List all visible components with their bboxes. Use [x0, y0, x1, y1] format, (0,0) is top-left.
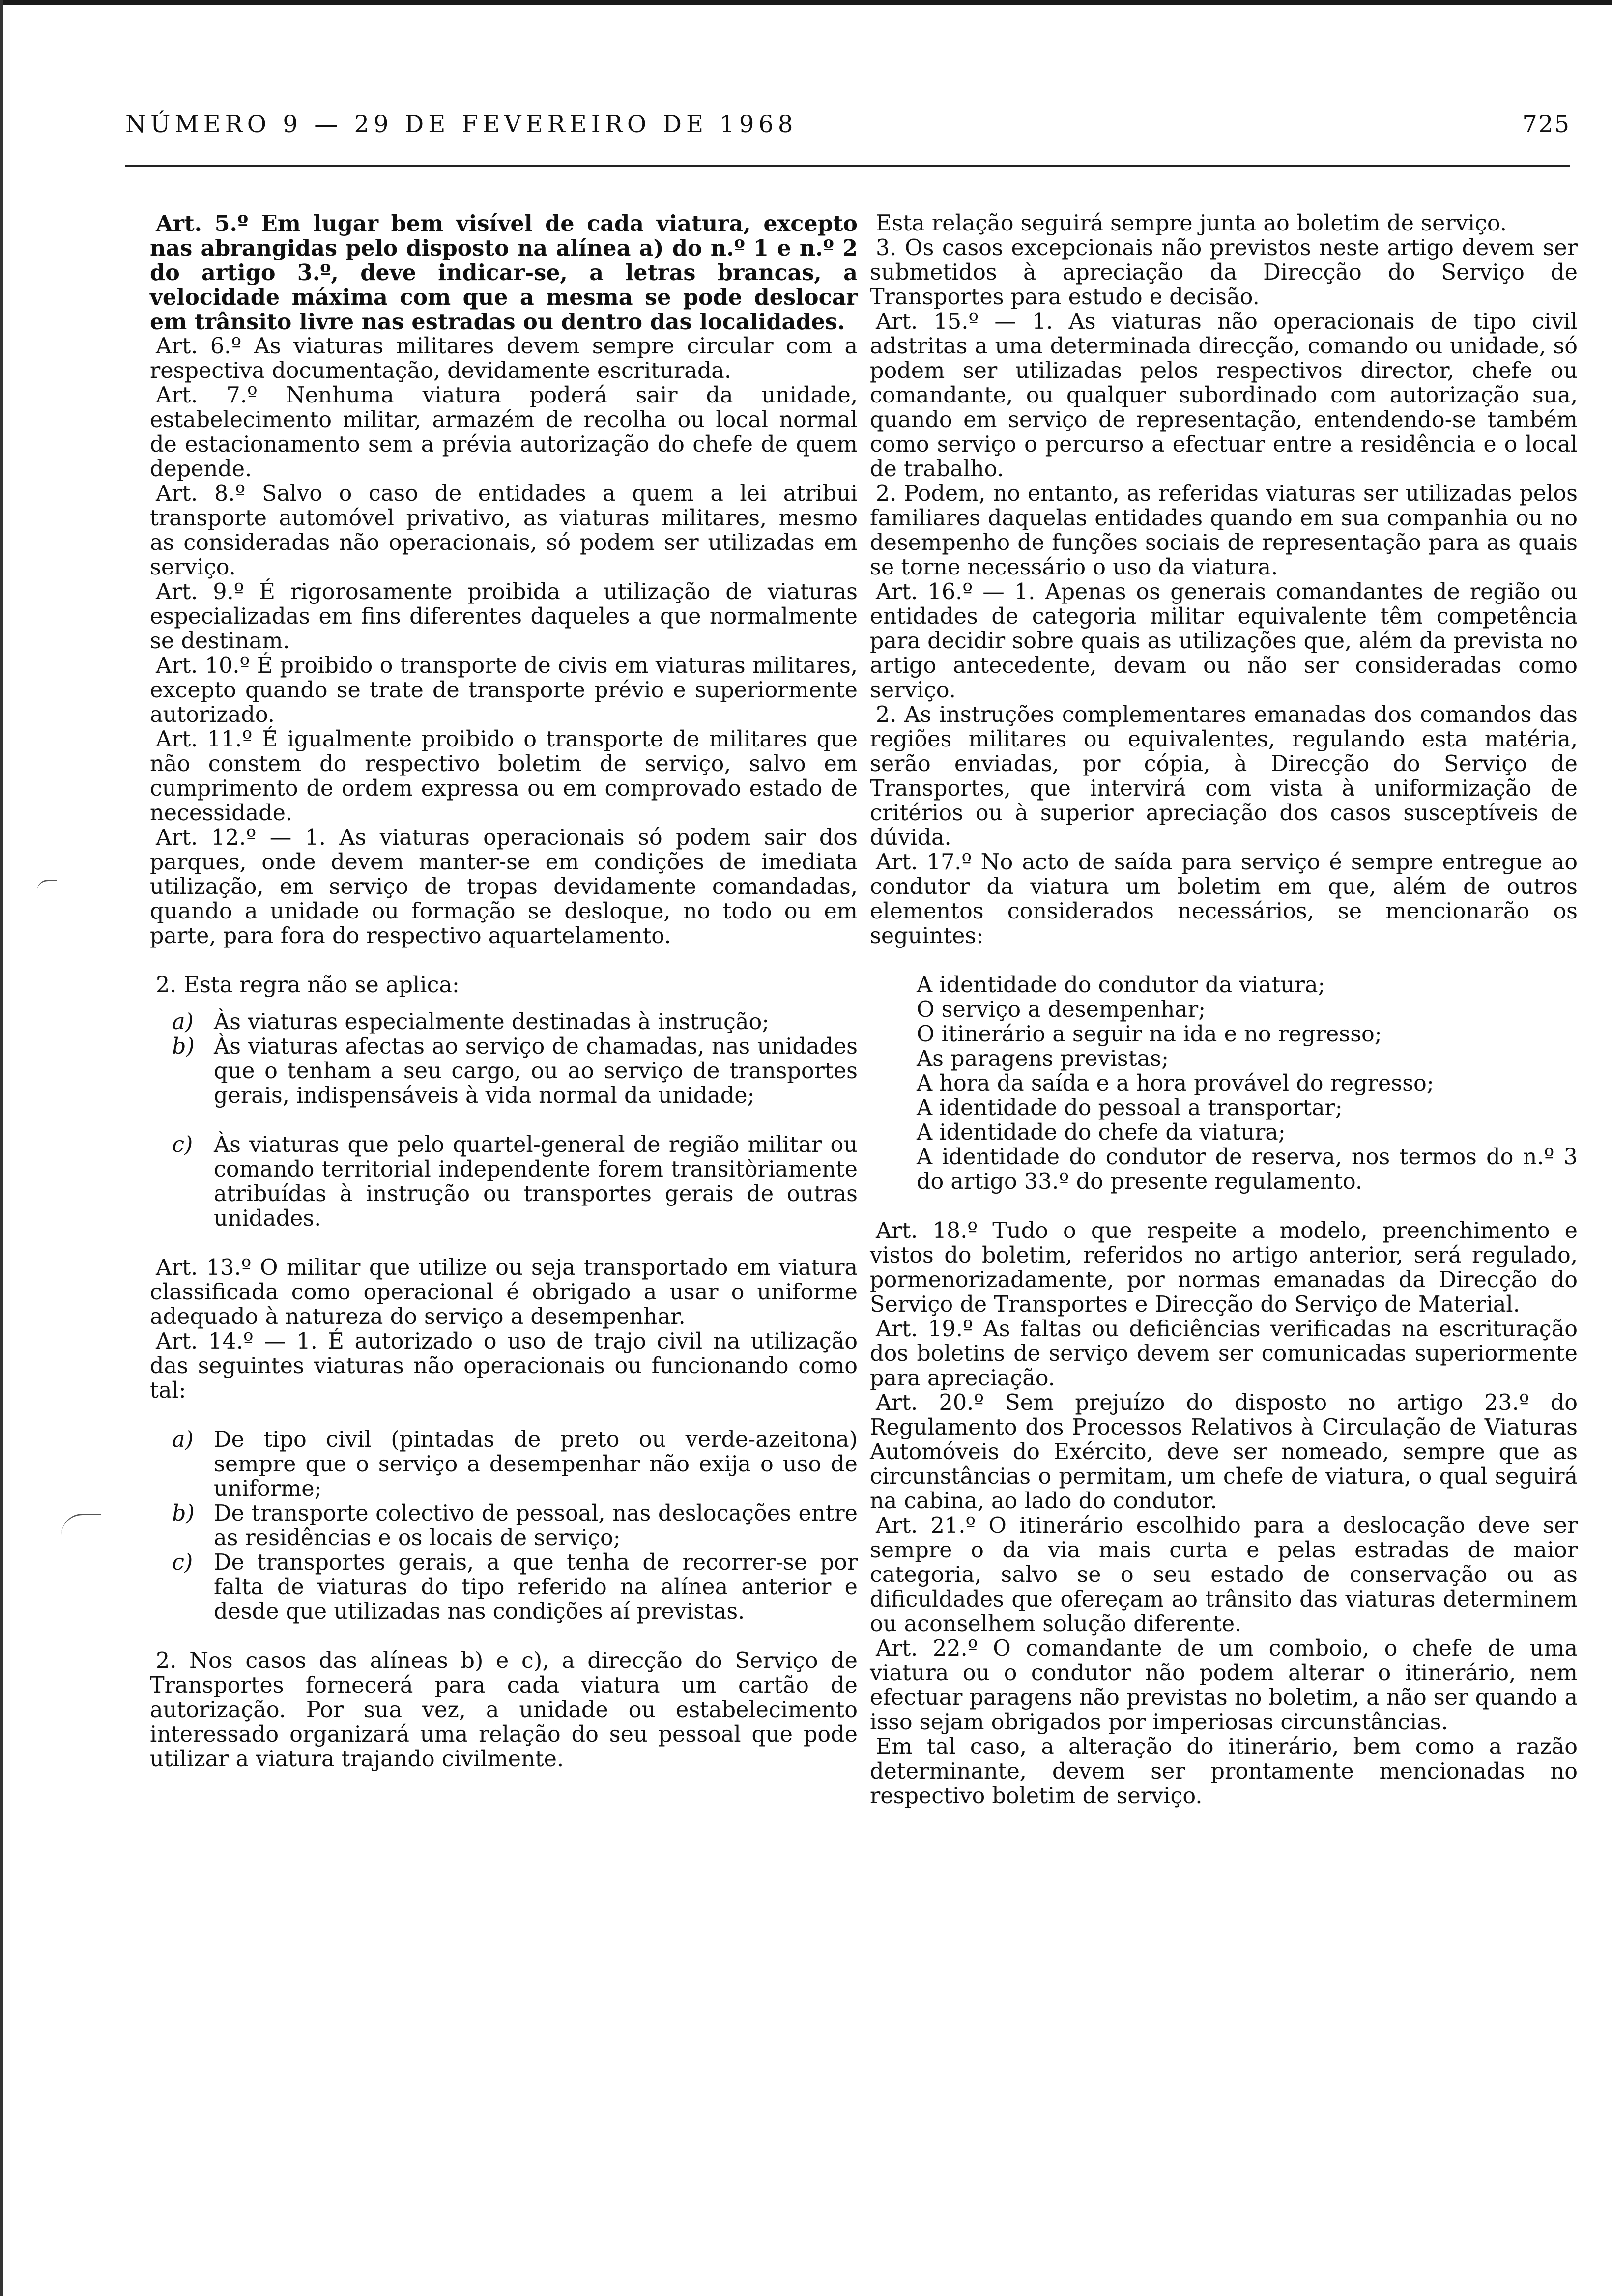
- list-item: A identidade do condutor de reserva, nos termos do n.º 3 do artigo 33.º do presente regulamento.: [917, 1145, 1578, 1194]
- article-17: Art. 17.º No acto de saída para serviço é sempre entregue ao condutor da viatura um boletim em que, além de outros elementos considerados necessários, se mencionarão os seguintes:: [870, 850, 1578, 948]
- page-number: 725: [1522, 111, 1570, 138]
- list-item: A hora da saída e a hora provável do regresso;: [917, 1071, 1434, 1096]
- article-11: Art. 11.º É igualmente proibido o transporte de militares que não constem do respectivo boletim de serviço, salvo em cumprimento de ordem expressa ou em comprovado estado de necessidade.: [150, 727, 858, 826]
- article-19: Art. 19.º As faltas ou deficiências verificadas na escrituração dos boletins de serviço devem ser comunicadas superiormente para apreciação.: [870, 1317, 1578, 1391]
- page-header: [125, 111, 1570, 150]
- article-7: Art. 7.º Nenhuma viatura poderá sair da unidade, estabelecimento militar, armazém de recolha ou local normal de estacionamento sem a prévia autorização do chefe de quem depende.: [150, 383, 858, 482]
- bulletin-items-list: [870, 973, 1578, 1194]
- article-15-paragraph-2: 2. Podem, no entanto, as referidas viaturas ser utilizadas pelos familiares daquelas entidades quando em sua companhia ou no desempenho de funções sociais de representação para as quais se torne necessário o uso da viatura.: [870, 481, 1578, 580]
- left-page-edge: [0, 0, 3, 2296]
- list-item: O itinerário a seguir na ida e no regresso;: [917, 1022, 1382, 1047]
- list-item-a-instruction: a) Às viaturas especialmente destinadas à instrução;: [172, 1009, 770, 1034]
- right-column: [870, 211, 1578, 1808]
- top-border-rule: [0, 0, 1612, 5]
- article-22-continuation: Em tal caso, a alteração do itinerário, bem como a razão determinante, devem ser prontamente mencionadas no respectivo boletim de serviço.: [870, 1734, 1578, 1808]
- list-item-c-regional: c) Às viaturas que pelo quartel-general de região militar ou comando territorial independente forem transitòriamente atribuídas à instrução ou transportes gerais de outras unidades.: [172, 1132, 858, 1231]
- relation-note: Esta relação seguirá sempre junta ao boletim de serviço.: [876, 211, 1507, 236]
- article-18: Art. 18.º Tudo o que respeite a modelo, preenchimento e vistos do boletim, referidos no artigo anterior, será regulado, pormenorizadamente, por normas emanadas da Direcção do Serviço de Transportes e Direcção do Serviço de Material.: [870, 1218, 1578, 1317]
- margin-mark: [37, 880, 57, 891]
- article-12: Art. 12.º — 1. As viaturas operacionais só podem sair dos parques, onde devem manter-se em condições de imediata utilização, em serviço de tropas devidamente comandadas, quando a unidade ou formação se desloque, no todo ou em parte, para fora do respectivo aquartelamento.: [150, 825, 858, 948]
- article-15: Art. 15.º — 1. As viaturas não operacionais de tipo civil adstritas a uma determinada direcção, comando ou unidade, só podem ser utilizadas pelos respectivos director, chefe ou comandante, ou qualquer subordinado com autorização sua, quando em serviço de representação, entendendo-se também como serviço o percurso a efectuar entre a residência e o local de trabalho.: [870, 309, 1578, 482]
- list-item: A identidade do chefe da viatura;: [917, 1120, 1286, 1145]
- article-9: Art. 9.º É rigorosamente proibida a utilização de viaturas especializadas em fins diferentes daqueles a que normalmente se destinam.: [150, 579, 858, 654]
- list-item: A identidade do pessoal a transportar;: [917, 1095, 1343, 1120]
- list-item: O serviço a desempenhar;: [917, 997, 1206, 1022]
- item-label: a): [172, 1009, 194, 1034]
- article-5: Art. 5.º Em lugar bem visível de cada viatura, excepto nas abrangidas pelo disposto na alínea a) do n.º 1 e n.º 2 do artigo 3.º, deve indicar-se, a letras brancas, a velocidade máxima com que a mesma se pode deslocar em trânsito livre nas estradas ou dentro das localidades.: [150, 211, 858, 335]
- article-22: Art. 22.º O comandante de um comboio, o chefe de uma viatura ou o condutor não podem alterar o itinerário, nem efectuar paragens não previstas no boletim, a não ser quando a isso sejam obrigados por imperiosas circunstâncias.: [870, 1636, 1578, 1735]
- article-8: Art. 8.º Salvo o caso de entidades a quem a lei atribui transporte automóvel privativo, as viaturas militares, mesmo as consideradas não operacionais, só podem ser utilizadas em serviço.: [150, 481, 858, 580]
- article-16-paragraph-2: 2. As instruções complementares emanadas dos comandos das regiões militares ou equivalentes, regulando esta matéria, serão enviadas, por cópia, à Direcção do Serviço de Transportes, que intervirá com vista à uniformização de critérios ou à superior apreciação dos casos susceptíveis de dúvida.: [870, 702, 1578, 850]
- item-label: c): [172, 1550, 193, 1575]
- left-column: [150, 211, 858, 1772]
- article-13: Art. 13.º O militar que utilize ou seja transportado em viatura classificada como operacional é obrigado a usar o uniforme adequado à natureza do serviço a desempenhar.: [150, 1255, 858, 1329]
- article-10: Art. 10.º É proibido o transporte de civis em viaturas militares, excepto quando se trate de transporte prévio e superiormente autorizado.: [150, 653, 858, 727]
- list-item-a-civil: a) De tipo civil (pintadas de preto ou verde-azeitona) sempre que o serviço a desempenhar não exija o uso de uniforme;: [172, 1427, 858, 1501]
- list-item: A identidade do condutor da viatura;: [917, 973, 1325, 998]
- issue-title: NÚMERO 9 — 29 DE FEVEREIRO DE 1968: [125, 111, 798, 138]
- item-label: b): [172, 1501, 195, 1526]
- list-item-c-general: c) De transportes gerais, a que tenha de recorrer-se por falta de viaturas do tipo referido na alínea anterior e desde que utilizadas nas condições aí previstas.: [172, 1550, 858, 1624]
- item-label: b): [172, 1034, 195, 1059]
- exceptional-cases: 3. Os casos excepcionais não previstos neste artigo devem ser submetidos à apreciação da Direcção do Serviço de Transportes para estudo e decisão.: [870, 235, 1578, 310]
- article-14: Art. 14.º — 1. É autorizado o uso de trajo civil na utilização das seguintes viaturas não operacionais ou funcionando como tal:: [150, 1329, 858, 1403]
- article-20: Art. 20.º Sem prejuízo do disposto no artigo 23.º do Regulamento dos Processos Relativos à Circulação de Viaturas Automóveis do Exército, deve ser nomeado, sempre que as circunstâncias o permitam, um chefe de viatura, o qual seguirá na cabina, ao lado do condutor.: [870, 1390, 1578, 1514]
- article-12-paragraph-2: 2. Esta regra não se aplica:: [156, 973, 460, 998]
- item-label: c): [172, 1132, 193, 1157]
- list-item-b-collective: b) De transporte colectivo de pessoal, nas deslocações entre as residências e os locais de serviço;: [172, 1501, 858, 1550]
- article-14-paragraph-2: 2. Nos casos das alíneas b) e c), a direcção do Serviço de Transportes fornecerá para cada viatura um cartão de autorização. Por sua vez, a unidade ou estabelecimento interessado organizará uma relação do seu pessoal que pode utilizar a viatura trajando civilmente.: [150, 1648, 858, 1772]
- margin-mark: [61, 1514, 101, 1535]
- article-16: Art. 16.º — 1. Apenas os generais comandantes de região ou entidades de categoria militar equivalente têm competência para decidir sobre quais as utilizações que, além da prevista no artigo antecedente, devam ou não ser consideradas como serviço.: [870, 579, 1578, 703]
- article-21: Art. 21.º O itinerário escolhido para a deslocação deve ser sempre o da via mais curta e pelas estradas de maior categoria, salvo se o seu estado de conservação ou as dificuldades que ofereçam ao trânsito das viaturas determinem ou aconselhem solução diferente.: [870, 1513, 1578, 1636]
- item-label: a): [172, 1427, 194, 1452]
- list-item: As paragens previstas;: [917, 1046, 1169, 1071]
- article-6: Art. 6.º As viaturas militares devem sempre circular com a respectiva documentação, devidamente escriturada.: [150, 334, 858, 383]
- list-item-b-calls: b) Às viaturas afectas ao serviço de chamadas, nas unidades que o tenham a seu cargo, ou ao serviço de transportes gerais, indispensáveis à vida normal da unidade;: [172, 1034, 858, 1108]
- header-rule: [125, 165, 1570, 167]
